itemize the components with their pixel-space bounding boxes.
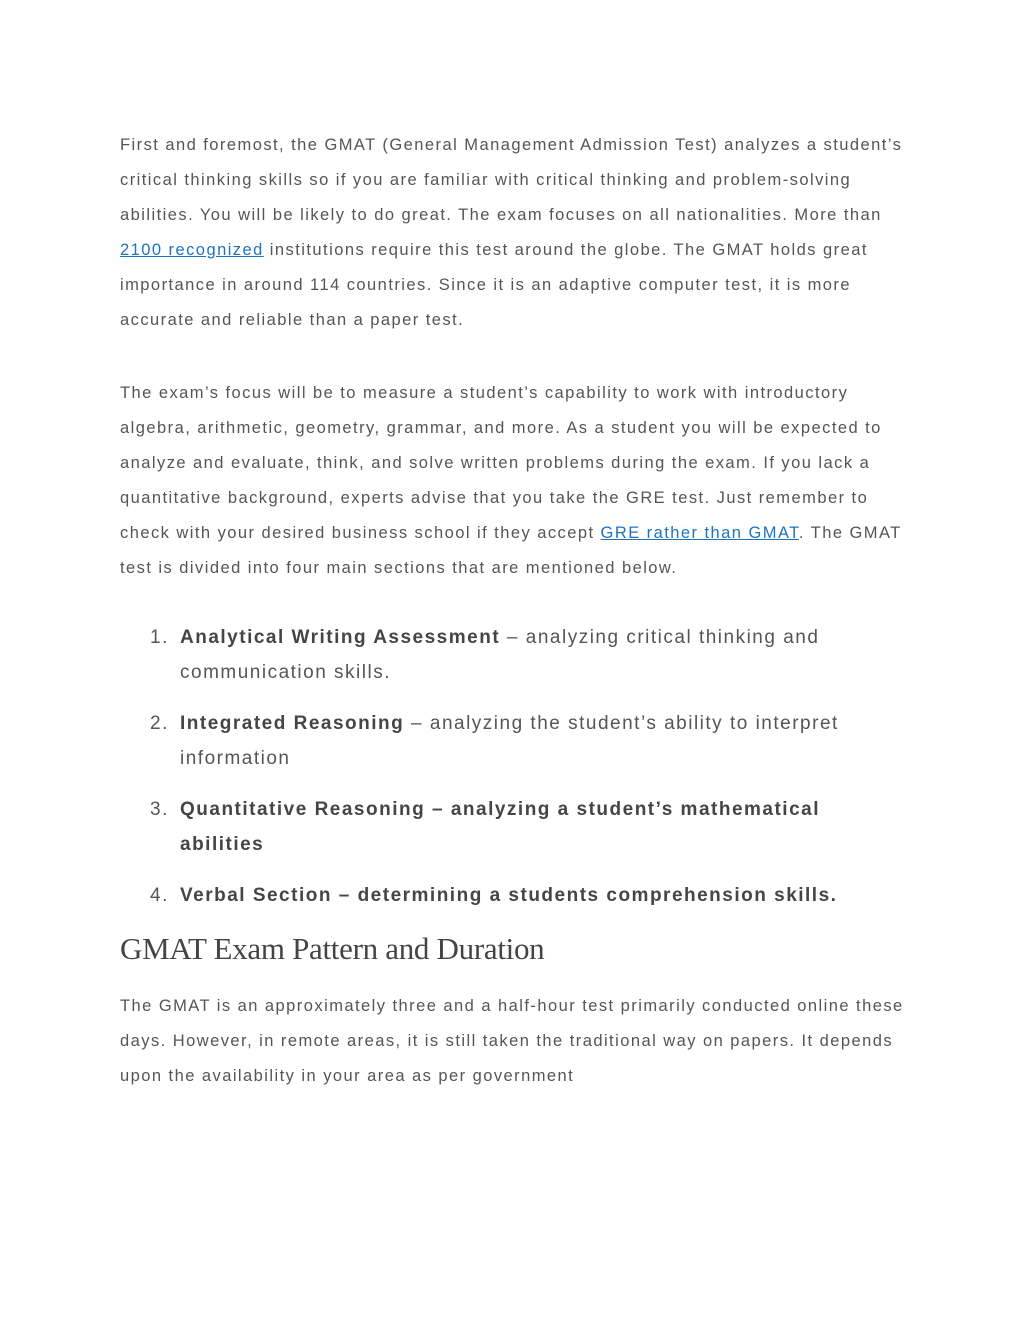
pattern-duration-paragraph: The GMAT is an approximately three and a half-hour test primarily conducted online these days. However, in remote areas, it is still taken the traditional way on papers. It depends upon the availability in your area as per government	[120, 997, 904, 1085]
list-item	[120, 706, 910, 776]
section-title: Analytical Writing Assessment	[180, 627, 501, 648]
list-item	[120, 792, 910, 862]
list-number: 1.	[150, 627, 169, 648]
section-title: Quantitative Reasoning – analyzing a student’s mathematical abilities	[180, 799, 820, 855]
section-heading: GMAT Exam Pattern and Duration	[120, 931, 545, 966]
document-page	[120, 128, 910, 1094]
section-title: Verbal Section – determining a students comprehension skills.	[180, 885, 838, 906]
2100-recognized-link[interactable]: 2100 recognized	[120, 241, 264, 259]
intro-paragraph	[120, 128, 910, 338]
list-number: 3.	[150, 799, 169, 820]
intro-text-after-link: institutions require this test around the globe. The GMAT holds great importance in around 114 countries. Since it is an adaptive computer test, it is more accurate and reliable than a paper test.	[120, 241, 868, 329]
section-description: – analyzing the student’s ability to interpret information	[180, 713, 839, 769]
section-description: – analyzing critical thinking and communication skills.	[180, 627, 820, 683]
gre-rather-than-gmat-link[interactable]: GRE rather than GMAT	[600, 524, 799, 542]
list-item	[120, 620, 910, 690]
intro-text-before-link: First and foremost, the GMAT (General Management Admission Test) analyzes a student’s critical thinking skills so if you are familiar with critical thinking and problem-solving abilities. You will be likely to do great. The exam focuses on all nationalities. More than	[120, 136, 903, 224]
focus-text-after-link: . The GMAT test is divided into four main sections that are mentioned below.	[120, 524, 902, 577]
list-number: 4.	[150, 885, 169, 906]
list-item	[120, 878, 910, 913]
section-title: Integrated Reasoning	[180, 713, 405, 734]
focus-text-before-link: The exam’s focus will be to measure a student’s capability to work with introductory algebra, arithmetic, geometry, grammar, and more. As a student you will be expected to analyze and evaluate, think, and solve written problems during the exam. If you lack a quantitative background, experts advise that you take the GRE test. Just remember to check with your desired business school if they accept	[120, 384, 882, 542]
list-number: 2.	[150, 713, 169, 734]
gmat-sections-list	[120, 620, 910, 913]
exam-focus-paragraph	[120, 376, 910, 586]
